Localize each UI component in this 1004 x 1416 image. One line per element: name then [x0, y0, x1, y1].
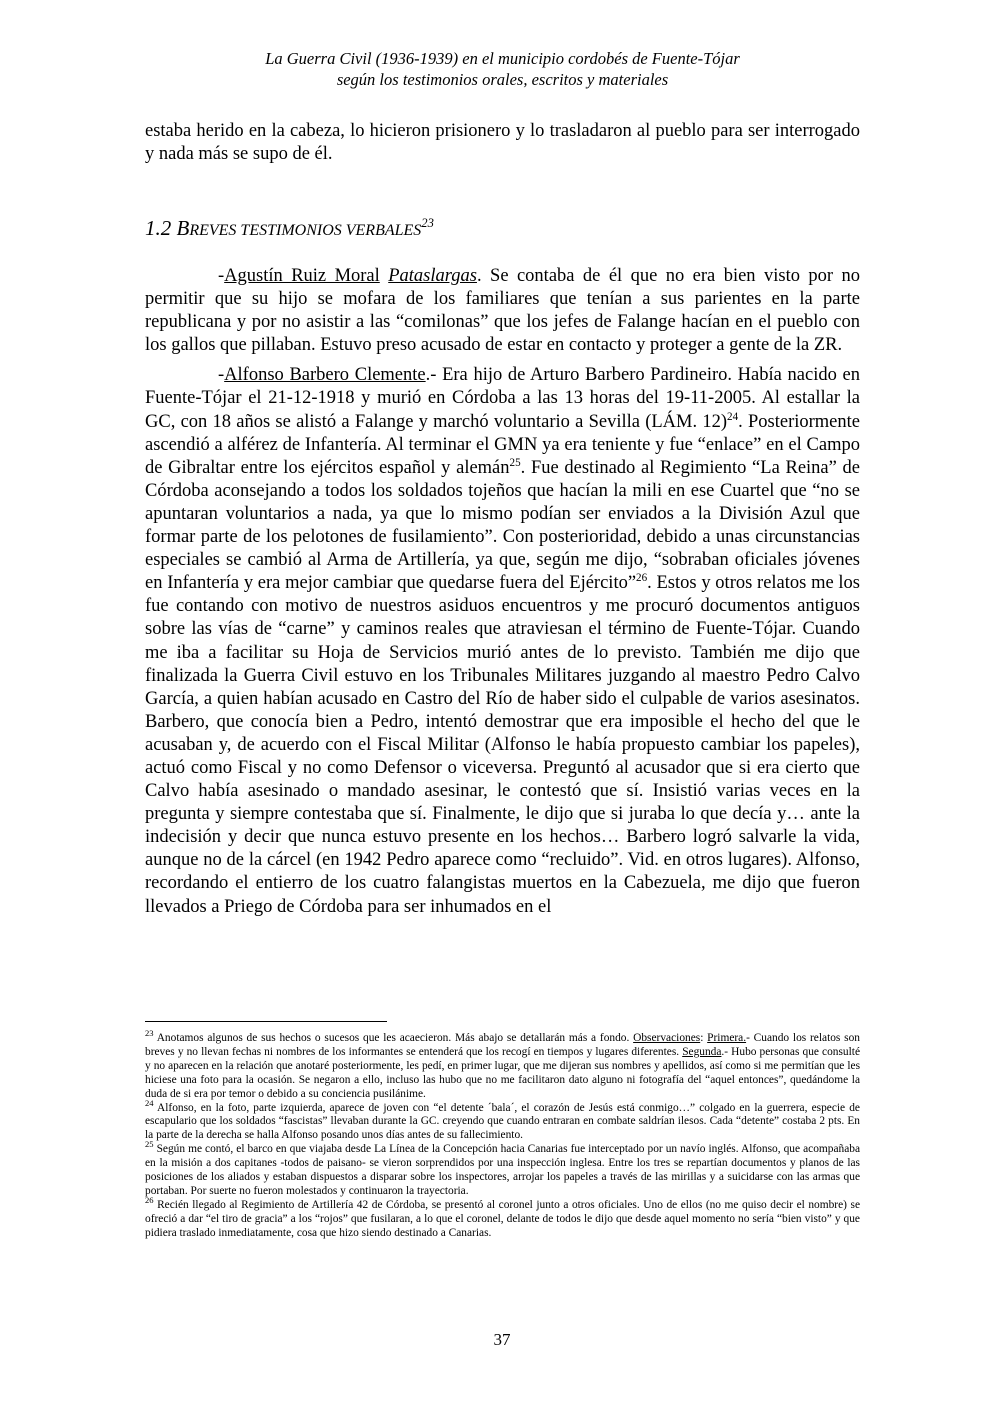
- entry-text-3: . Fue destinado al Regimiento “La Reina” de Córdoba aconsejando a todos los soldados tojeños que hacían la mili en ese Cuartel que “no se apuntaran voluntarios a nada, ya que lo mismo podían ser enviados a la División Azul que formar parte de los pelotones de fusilamiento”. Con posterioridad, debido a unas circunstancias especiales se cambió al Arma de Artillería, ya que, según me dijo, “sobraban oficiales jóvenes en Infantería y era mejor cambiar que quedarse fuera del Ejército”: [145, 457, 861, 594]
- footnote-ref-23[interactable]: 23: [421, 216, 434, 230]
- footnote-text: - Cuando los relatos son breves y no llevan fechas ni nombres de los informantes se entenderá que los recogí en tiempos y lugares diferentes.: [145, 1032, 860, 1058]
- footnote-number: 23: [145, 1028, 154, 1039]
- entry-alfonso-barbero-clemente: [145, 364, 860, 918]
- footnote-segunda: Segunda: [682, 1045, 722, 1058]
- entry-nickname: Pataslargas: [388, 266, 477, 286]
- footnote-23: [145, 1028, 860, 1102]
- header-line-1: La Guerra Civil (1936-1939) en el municipio cordobés de Fuente-Tójar: [265, 49, 740, 68]
- header-line-2: según los testimonios orales, escritos y materiales: [336, 70, 669, 89]
- section-number: 1.2: [145, 216, 172, 240]
- footnote-ref-24[interactable]: 24: [727, 410, 739, 423]
- footnote-primera: Primera.: [707, 1032, 747, 1044]
- section-title-initial: B: [176, 216, 190, 240]
- footnote-text: Según me contó, el barco en que viajaba desde La Línea de la Concepción hacia Canarias fue interceptado por un navío inglés. Alfonso, que acompañaba en la misión a dos capitanes -todos de paisano- se vieron sorprendidos por una inspección inglesa. Entre los tres se repartían documentos y planos de las posiciones de los aliados y estaban dispuestos a disparar sobre los inspectores, arrojar los papeles a través de las mirillas y a suicidarse con las armas que portaban. Por suerte no fueron molestados y continuaron la trayectoria.: [145, 1143, 860, 1197]
- entry-text-1: .- Era hijo de Arturo Barbero Pardineiro. Había nacido en Fuente-Tójar el 21-12-1918 y murió en Córdoba a las 13 horas del 19-11-2005. Al estallar la GC, con 18 años se alistó a Falange y marchó voluntario a Sevilla (LÁM. 12): [145, 365, 860, 432]
- entry-text: . Se contaba de él que no era bien visto por no permitir que su hijo se mofara de los familiares que tenían a sus parientes en la parte republicana y por no asistir a las “comilonas” que los jefes de Falange hacían en el pueblo con los gallos que pillaban. Estuvo preso acusado de estar en contacto y proteger a gente de la ZR.: [145, 266, 860, 356]
- footnote-separator: [145, 1021, 387, 1022]
- footnotes-block: [145, 1028, 860, 1241]
- entry-text-4: . Estos y otros relatos me los fue contando con motivo de nuestros asiduos encuentros y me procuró documentos antiguos sobre las vías de “carne” y caminos reales que atraviesan el término de Fuente-Tójar. Cuando me iba a facilitar su Hoja de Servicios murió antes de lo previsto. También me dijo que finalizada la Guerra Civil estuvo en los Tribunales Militares juzgando al maestro Pedro Calvo García, a quien habían acusado en Castro del Río de haber sido el culpable de varios asesinatos. Barbero, que conocía bien a Pedro, intentó demostrar que era imposible el hecho del que le acusaban y, de acuerdo con el Fiscal Militar (Alfonso le había propuesto cambiar los papeles), actuó como Fiscal y no como Defensor o viceversa. Preguntó al acusador que si era cierto que Calvo había asesinado o mandado asesinar, le contestó que sí. Insistió varias veces en la pregunta y siempre contestaba que sí. Finalmente, le dijo que si juraba lo que decía y… ante la indecisión y decir que nunca estuvo presente en los hechos… Barbero logró salvarle la vida, aunque no de la cárcel (en 1942 Pedro aparece como “recluido”. Vid. en otros lugares). Alfonso, recordando el entierro de los cuatro falangistas muertos en la Cabezuela, me dijo que fueron llevados a Priego de Córdoba para ser inhumados en el: [145, 573, 860, 917]
- entry-name: Alfonso Barbero Clemente: [224, 365, 426, 386]
- footnote-text: :: [700, 1032, 708, 1044]
- footnote-25: [145, 1139, 860, 1199]
- intro-paragraph: estaba herido en la cabeza, lo hicieron prisionero y lo trasladaron al pueblo para ser interrogado y nada más se supo de él.: [145, 121, 860, 165]
- page-number: 37: [493, 1330, 511, 1349]
- footnote-text: Anotamos algunos de sus hechos o sucesos que les acaecieron. Más abajo se detallarán más a fondo.: [153, 1032, 634, 1044]
- footnote-ref-26[interactable]: 26: [636, 572, 648, 585]
- footnote-24: [145, 1097, 860, 1144]
- entry-dash: -: [218, 266, 225, 286]
- footnote-text: .- Hubo personas que consulté y no aparecen en la relación que anotaré posteriormente, les pedí, en primer lugar, que me dijeran sus nombres y apellidos, así como si me permitían que les hiciese una foto para la ocasión. Se negaron a ello, incluso las hubo que no me facilitaron dato alguno ni fotografía del “aquel entonces”, quedándome la duda de si era por temor o debido a su conciencia pusilánime.: [145, 1045, 860, 1100]
- entry-agustin-ruiz-moral: [145, 265, 860, 357]
- footnote-number: 25: [145, 1139, 154, 1150]
- footnote-text: Alfonso, en la foto, parte izquierda, aparece de joven con “el detente ´bala´, el corazón de Jesús está conmigo…” colgado en la guerrera, especie de escapulario que los soldados “fascistas” llevaban durante la GC. creyendo que cuando entraran en combate saldrían ilesos. Cada “detente” costaba 2 pts. En la parte de la derecha se halla Alfonso posando unos días antes de su fallecimiento.: [145, 1101, 860, 1142]
- running-header: [145, 48, 860, 90]
- footnote-ref-25[interactable]: 25: [509, 456, 521, 469]
- section-title-rest: REVES TESTIMONIOS VERBALES: [189, 222, 422, 239]
- entry-name: Agustín Ruiz Moral: [224, 266, 380, 286]
- entry-dash: -: [218, 365, 225, 386]
- footnote-number: 26: [145, 1195, 154, 1206]
- intro-paragraph-block: [145, 120, 860, 166]
- footnote-observaciones: Observaciones: [633, 1032, 701, 1044]
- footnote-text: Recién llegado al Regimiento de Artillería 42 de Córdoba, se presentó al coronel junto a otros oficiales. Uno de ellos (no me quiso decir el nombre) se ofreció a dar “el tiro de gracia” a los “rojos” que fusilaran, a lo que el coronel, delante de todos le dijo que desde aquel momento no sería “bien visto” y que pidiera traslado inmediatamente, cosa que hizo siendo destinado a Canarias.: [145, 1198, 860, 1239]
- footnote-number: 24: [145, 1097, 154, 1108]
- entry-text-2: . Posteriormente ascendió a alférez de Infantería. Al terminar el GMN ya era teniente y fue “enlace” en el Campo de Gibraltar entre los ejércitos español y alemán: [145, 411, 860, 478]
- footnote-26: [145, 1195, 860, 1241]
- section-heading: [145, 216, 434, 241]
- main-text: [145, 265, 860, 919]
